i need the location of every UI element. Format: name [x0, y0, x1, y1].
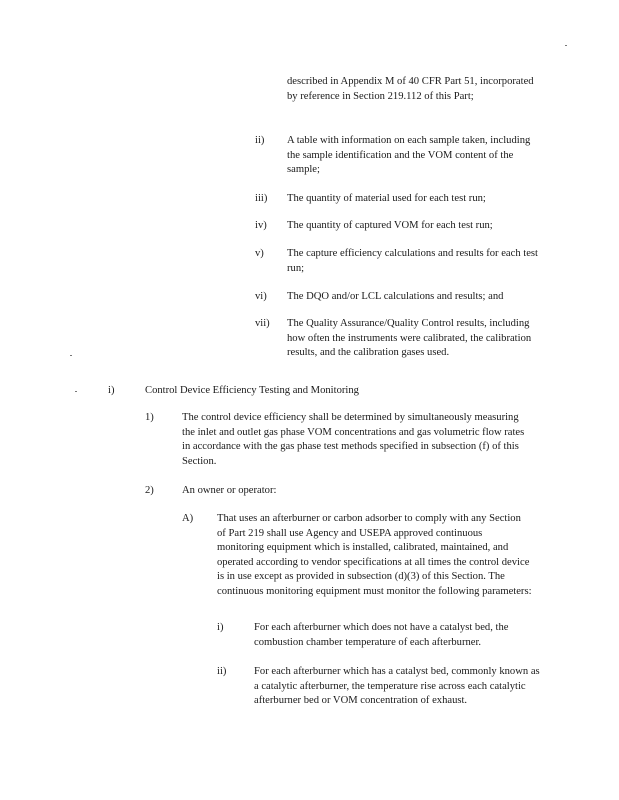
sub-item-label: ii) [217, 666, 227, 677]
list-item-label: iii) [255, 193, 268, 204]
list-item-text: A table with information on each sample taken, including the sample identification and the VOM content of the sample; [287, 135, 531, 176]
list-item-label: v) [255, 248, 264, 259]
subsection-text: That uses an afterburner or carbon adsorber to comply with any Section of Part 219 shall use Agency and USEPA approved continuous monitoring equipment which is installed, calibrated, maintained, and operated according to vendor specifications at all times the control device is in use except as provided in subsection (d)(3) of this Section. The continuous monitoring equipment must monitor the following parameters: [217, 513, 532, 597]
subsection-label: A) [182, 513, 194, 524]
section-label: i) [108, 385, 115, 396]
scan-speck [75, 391, 77, 392]
item-text: The control device efficiency shall be determined by simultaneously measuring the inlet and outlet gas phase VOM concentrations and gas volumetric flow rates in accordance with the gas phase test methods specified in subsection (f) of this Section. [182, 412, 525, 467]
list-item-text: The Quality Assurance/Quality Control results, including how often the instruments were calibrated, the calibration results, and the calibration gases used. [287, 318, 532, 359]
list-item-label: iv) [255, 220, 267, 231]
list-item-text: The capture efficiency calculations and results for each test run; [287, 248, 538, 274]
list-item-text: The DQO and/or LCL calculations and results; and [287, 291, 504, 302]
list-item-text: The quantity of captured VOM for each test run; [287, 220, 493, 231]
scan-speck [70, 355, 72, 356]
item-text: An owner or operator: [182, 485, 277, 496]
list-item-label: vi) [255, 291, 267, 302]
list-item-text: The quantity of material used for each test run; [287, 193, 486, 204]
scan-speck [565, 45, 567, 46]
item-label: 1) [145, 412, 154, 423]
continuation-paragraph: described in Appendix M of 40 CFR Part 51, incorporated by reference in Section 219.112 of this Part; [287, 76, 534, 102]
list-item-label: ii) [255, 135, 265, 146]
item-label: 2) [145, 485, 154, 496]
sub-item-text: For each afterburner which has a catalyst bed, commonly known as a catalytic afterburner, the temperature rise across each catalytic afterburner bed or VOM concentration of exhaust. [254, 666, 540, 707]
sub-item-label: i) [217, 622, 224, 633]
sub-item-text: For each afterburner which does not have a catalyst bed, the combustion chamber temperature of each afterburner. [254, 622, 509, 648]
section-heading: Control Device Efficiency Testing and Monitoring [145, 385, 359, 396]
list-item-label: vii) [255, 318, 270, 329]
